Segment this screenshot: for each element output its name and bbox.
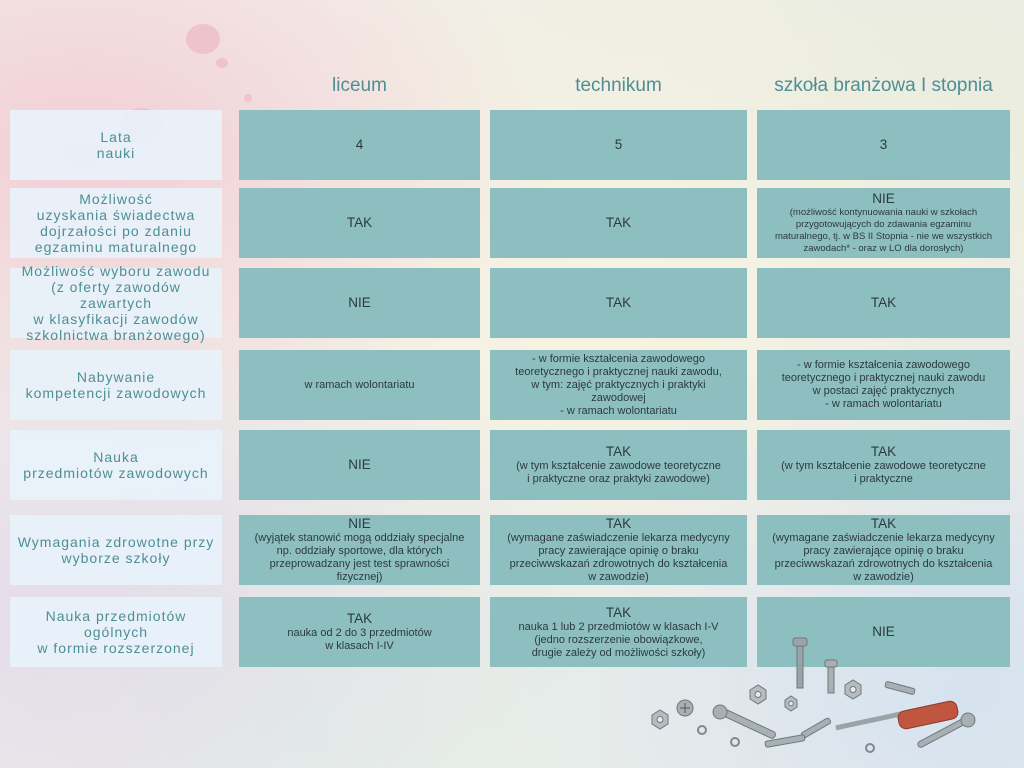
- table-cell: NIE (wyjątek stanowić mogą oddziały specjalne np. oddziały sportowe, dla których przeprowadzany jest test sprawności fizycznej): [239, 515, 480, 585]
- row-label-wybor-zawodu: Możliwość wyboru zawodu (z oferty zawodów zawartych w klasyfikacji zawodów szkolnictwa branżowego): [10, 268, 222, 338]
- tools-illustration: [640, 630, 980, 765]
- row-label-przedmioty-zawodowe: Nauka przedmiotów zawodowych: [10, 430, 222, 500]
- row-label-lata-nauki: Lata nauki: [10, 110, 222, 180]
- table-cell: TAK: [490, 268, 747, 338]
- table-cell: 5: [490, 110, 747, 180]
- table-cell: TAK nauka od 2 do 3 przedmiotów w klasach I-IV: [239, 597, 480, 667]
- column-header-liceum: liceum: [332, 75, 387, 96]
- table-cell: w ramach wolontariatu: [239, 350, 480, 420]
- watercolor-splash: [186, 24, 220, 54]
- screwdriver-icon: [835, 700, 959, 730]
- column-header-szkola-branzowa: szkoła branżowa I stopnia: [774, 75, 993, 96]
- table-cell: TAK nauka 1 lub 2 przedmiotów w klasach I-V (jedno rozszerzenie obowiązkowe, drugie zależy od możliwości szkoły): [490, 597, 747, 667]
- screw-icon: [677, 681, 915, 747]
- table-cell: NIE (możliwość kontynuowania nauki w szkołach przygotowujących do zdawania egzaminu maturalnego, tj. w BS II Stopnia - nie we wszystkich zawodach* - oraz w LO dla dorosłych): [757, 188, 1010, 258]
- bolt-icon: [825, 660, 837, 693]
- table-cell: TAK: [490, 188, 747, 258]
- table-cell: TAK (wymagane zaświadczenie lekarza medycyny pracy zawierające opinię o braku przeciwwskazań zdrowotnych do kształcenia w zawodzie): [757, 515, 1010, 585]
- table-cell: TAK (w tym kształcenie zawodowe teoretyczne i praktyczne: [757, 430, 1010, 500]
- row-label-wymagania-zdrowotne: Wymagania zdrowotne przy wyborze szkoły: [10, 515, 222, 585]
- table-cell: NIE: [239, 430, 480, 500]
- bolt-icon: [793, 638, 807, 688]
- row-label-swiadectwo-dojrzalosci: Możliwość uzyskania świadectwa dojrzałości po zdaniu egzaminu maturalnego: [10, 188, 222, 258]
- table-cell: TAK: [757, 268, 1010, 338]
- table-cell: NIE: [239, 268, 480, 338]
- table-cell: - w formie kształcenia zawodowego teoretycznego i praktycznej nauki zawodu, w tym: zajęć praktycznych i praktyki zawodowej - w ramach wolontariatu: [490, 350, 747, 420]
- table-cell: TAK (w tym kształcenie zawodowe teoretyczne i praktyczne oraz praktyki zawodowe): [490, 430, 747, 500]
- table-cell: - w formie kształcenia zawodowego teoretycznego i praktycznej nauki zawodu w postaci zajęć praktycznych - w ramach wolontariatu: [757, 350, 1010, 420]
- row-label-przedmioty-ogolne: Nauka przedmiotów ogólnych w formie rozszerzonej: [10, 597, 222, 667]
- wrench-icon: [713, 705, 776, 739]
- column-header-technikum: technikum: [575, 75, 662, 96]
- row-label-kompetencje-zawodowe: Nabywanie kompetencji zawodowych: [10, 350, 222, 420]
- table-cell: TAK (wymagane zaświadczenie lekarza medycyny pracy zawierające opinię o braku przeciwwskazań zdrowotnych do kształcenia w zawodzie): [490, 515, 747, 585]
- table-cell: 4: [239, 110, 480, 180]
- watercolor-splash: [216, 58, 228, 68]
- table-cell: 3: [757, 110, 1010, 180]
- table-cell: TAK: [239, 188, 480, 258]
- table-cell: NIE: [757, 597, 1010, 667]
